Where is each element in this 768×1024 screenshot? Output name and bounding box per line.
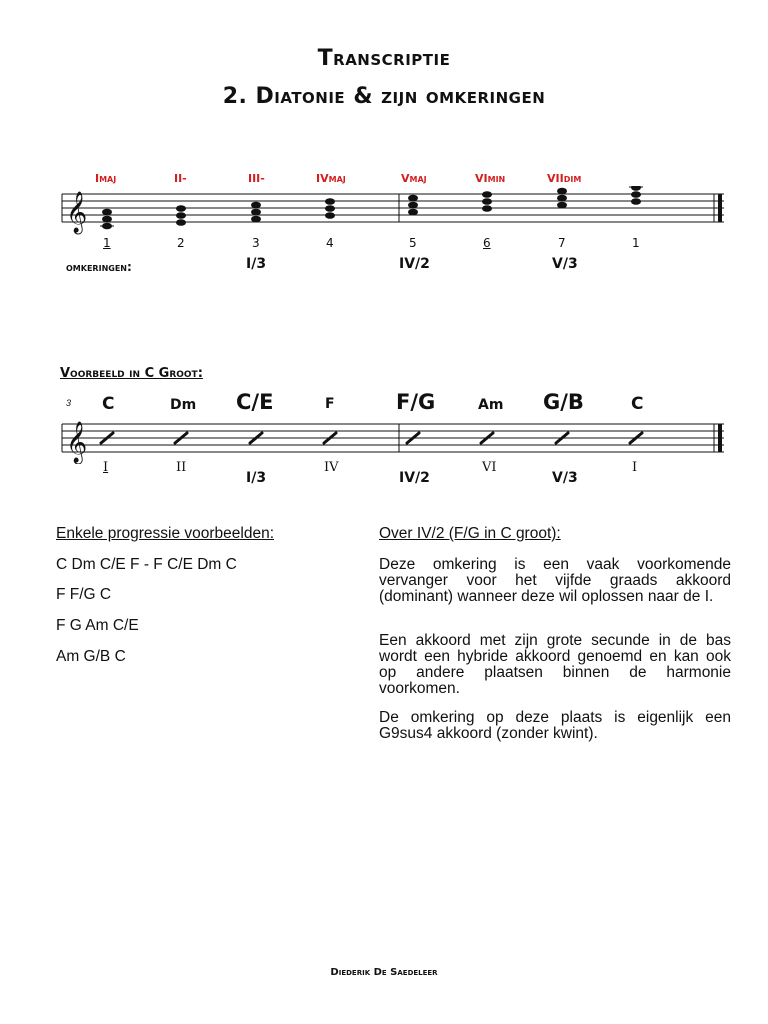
paragraph: Een akkoord met zijn grote secunde in de bas wordt een hybride akkoord genoemd en kan ook op andere plaatsen binnen de harmonie voorkomen. [379,632,731,697]
chord-symbol: G/B [543,390,584,414]
roman-numeral: IV/2 [399,470,430,486]
roman-numeral: I [632,460,638,475]
paragraph: Deze omkering is een vaak voorkomende vervanger voor het vijfde graads akkoord (dominant) wanneer deze wil oplossen naar de I. [379,556,731,605]
inversion-label: IV/2 [399,256,430,272]
measure-number: 3 [66,398,72,408]
staff-example [60,416,730,464]
progression-line: C Dm C/E F - F C/E Dm C [56,556,237,573]
chord-label: VImin [475,172,506,185]
degree-number: 1 [632,236,640,250]
inversion-label: I/3 [246,256,267,272]
progressions-heading: Enkele progressie voorbeelden: [56,525,274,542]
roman-numeral: VI [482,460,497,475]
roman-numeral: I/3 [246,470,267,486]
degree-number: 4 [326,236,334,250]
inversion-label: V/3 [552,256,578,272]
roman-numeral: I [103,460,109,475]
page-title: Transcriptie [317,46,451,71]
chord-label: Imaj [95,172,117,185]
inversions-label: omkeringen: [66,260,132,274]
chord-label: Vmaj [401,172,427,185]
iv2-heading: Over IV/2 (F/G in C groot): [379,525,561,542]
treble-clef-icon: 𝄞 [66,192,88,233]
chord-symbol: Am [478,397,504,413]
chord-symbol: F [325,396,335,412]
chord-label: IVmaj [316,172,346,185]
chord-label: VIIdim [547,172,582,185]
roman-numeral: IV [324,460,339,475]
staff-diatonic [60,186,730,236]
degree-number: 3 [252,236,260,250]
page-subtitle: 2. Diatonie & zijn omkeringen [222,84,546,109]
example-heading: Voorbeeld in C Groot: [60,366,203,381]
degree-number: 6 [483,236,491,250]
chord-symbol: C [102,394,115,414]
chord-symbol: C [631,394,644,414]
progression-line: F G Am C/E [56,617,139,634]
degree-number: 2 [177,236,185,250]
roman-numeral: V/3 [552,470,578,486]
footer-author: Diederik De Saedeleer [330,967,438,978]
progression-line: Am G/B C [56,648,126,665]
degree-number: 1 [103,236,111,250]
chord-label: II- [174,172,187,185]
degree-number: 5 [409,236,417,250]
progression-line: F F/G C [56,586,112,603]
degree-number: 7 [558,236,566,250]
chord-symbol: F/G [396,390,436,414]
roman-numeral: II [176,460,187,475]
treble-clef-icon: 𝄞 [66,422,88,463]
chord-symbol: C/E [236,390,274,414]
paragraph: De omkering op deze plaats is eigenlijk een G9sus4 akkoord (zonder kwint). [379,709,731,742]
chord-label: III- [248,172,265,185]
chord-symbol: Dm [170,397,197,413]
